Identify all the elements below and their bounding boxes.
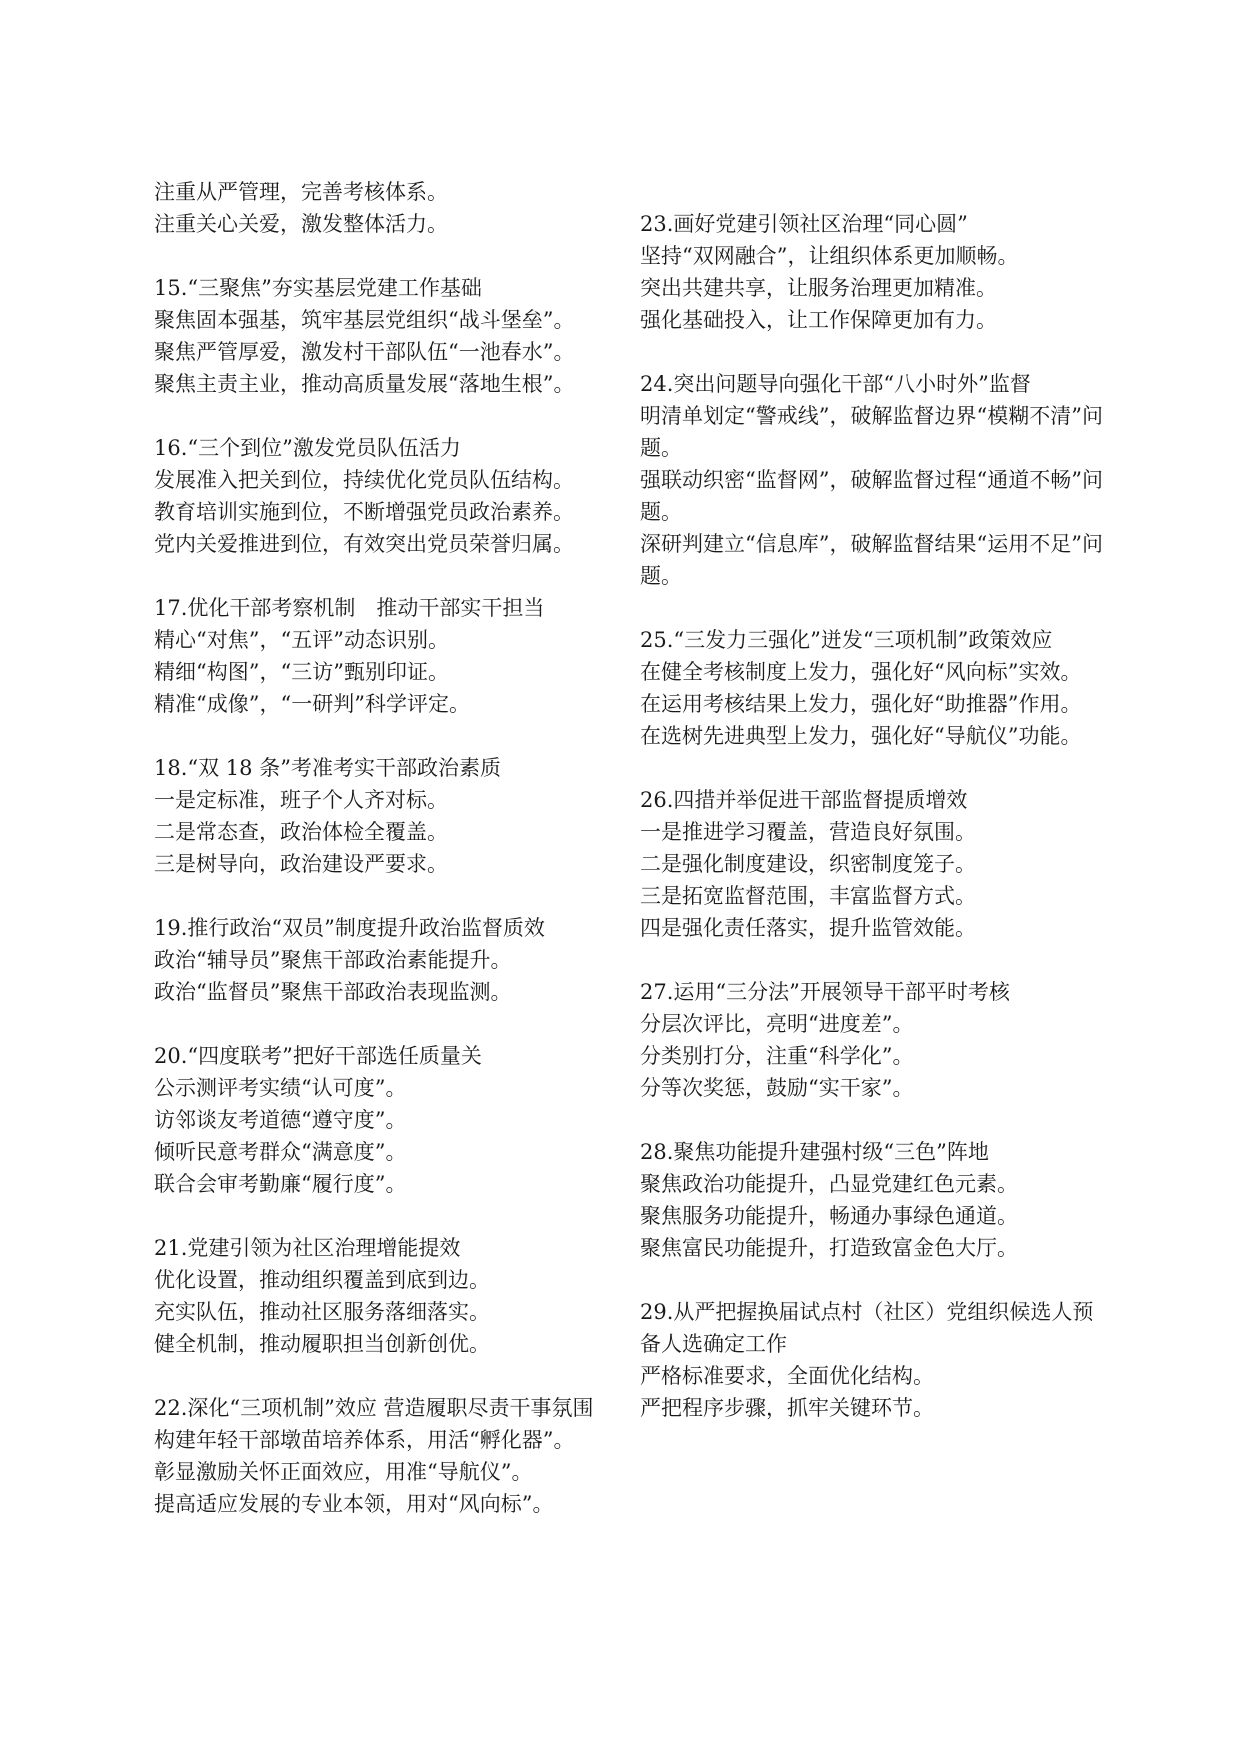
- section-line: 精心“对焦”，“五评”动态识别。: [154, 628, 449, 652]
- section-title: 16.“三个到位”激发党员队伍活力: [154, 436, 461, 460]
- section-line: 彰显激励关怀正面效应，用准“导航仪”。: [154, 1460, 533, 1484]
- section-line: 四是强化责任落实，提升监管效能。: [640, 916, 976, 940]
- section-title: 18.“双 18 条”考准考实干部政治素质: [154, 756, 501, 780]
- section-block: [154, 752, 624, 880]
- section-line: 优化设置，推动组织覆盖到底到边。: [154, 1268, 490, 1292]
- section-line: 联合会审考勤廉“履行度”。: [154, 1172, 407, 1196]
- section-block: [154, 1392, 624, 1520]
- section-line: 严格标准要求，全面优化结构。: [640, 1364, 934, 1388]
- section-line: 分层次评比，亮明“进度差”。: [640, 1012, 914, 1036]
- section-title: 28.聚焦功能提升建强村级“三色”阵地: [640, 1140, 989, 1164]
- section-title: 21.党建引领为社区治理增能提效: [154, 1236, 461, 1260]
- section-line: 三是树导向，政治建设严要求。: [154, 852, 448, 876]
- section-line: 三是拓宽监督范围，丰富监督方式。: [640, 884, 976, 908]
- section-line: 强化基础投入，让工作保障更加有力。: [640, 308, 997, 332]
- section-block: [640, 784, 1110, 944]
- section-line: 一是推进学习覆盖，营造良好氛围。: [640, 820, 976, 844]
- section-line: 在选树先进典型上发力，强化好“导航仪”功能。: [640, 724, 1082, 748]
- section-line: 突出共建共享，让服务治理更加精准。: [640, 276, 997, 300]
- section-line: 二是常态查，政治体检全覆盖。: [154, 820, 448, 844]
- section-line: 严把程序步骤，抓牢关键环节。: [640, 1396, 934, 1420]
- section-line: 二是强化制度建设，织密制度笼子。: [640, 852, 976, 876]
- section-title: 17.优化干部考察机制 推动干部实干担当: [154, 596, 545, 620]
- section-line: 坚持“双网融合”，让组织体系更加顺畅。: [640, 244, 1019, 268]
- section-line: 教育培训实施到位，不断增强党员政治素养。: [154, 500, 574, 524]
- section-line: 提高适应发展的专业本领，用对“风向标”。: [154, 1492, 554, 1516]
- section-line: 公示测评考实绩“认可度”。: [154, 1076, 407, 1100]
- section-title: 20.“四度联考”把好干部选任质量关: [154, 1044, 482, 1068]
- section-line: 发展准入把关到位，持续优化党员队伍结构。: [154, 468, 574, 492]
- section-block: [640, 1136, 1110, 1264]
- section-block: [154, 592, 624, 720]
- section-line: 政治“监督员”聚焦干部政治表现监测。: [154, 980, 512, 1004]
- right-column: [640, 176, 1110, 1456]
- section-line: 访邻谈友考道德“遵守度”。: [154, 1108, 407, 1132]
- section-line: 在运用考核结果上发力，强化好“助推器”作用。: [640, 692, 1082, 716]
- section-block: [154, 176, 624, 240]
- section-line: 注重关心关爱，激发整体活力。: [154, 212, 448, 236]
- section-line: 强联动织密“监督网”，破解监督过程“通道不畅”问题。: [640, 468, 1103, 524]
- section-title: 15.“三聚焦”夯实基层党建工作基础: [154, 276, 482, 300]
- section-line: 聚焦严管厚爱，激发村干部队伍“一池春水”。: [154, 340, 575, 364]
- section-line: 倾听民意考群众“满意度”。: [154, 1140, 407, 1164]
- section-block: [154, 912, 624, 1008]
- section-line: 充实队伍，推动社区服务落细落实。: [154, 1300, 490, 1324]
- section-title: 27.运用“三分法”开展领导干部平时考核: [640, 980, 1010, 1004]
- section-block: [154, 272, 624, 400]
- section-line: 政治“辅导员”聚焦干部政治素能提升。: [154, 948, 512, 972]
- section-line: 一是定标准，班子个人齐对标。: [154, 788, 448, 812]
- section-line: 分类别打分，注重“科学化”。: [640, 1044, 914, 1068]
- section-block: [154, 1040, 624, 1200]
- section-line: 聚焦政治功能提升，凸显党建红色元素。: [640, 1172, 1018, 1196]
- section-line: 聚焦主责主业，推动高质量发展“落地生根”。: [154, 372, 575, 396]
- column-top-spacer: [640, 176, 1110, 208]
- section-line: 精细“构图”，“三访”甄别印证。: [154, 660, 449, 684]
- section-block: [640, 976, 1110, 1104]
- section-line: 构建年轻干部墩苗培养体系，用活“孵化器”。: [154, 1428, 575, 1452]
- section-title: 23.画好党建引领社区治理“同心圆”: [640, 212, 968, 236]
- section-line: 明清单划定“警戒线”，破解监督边界“模糊不清”问题。: [640, 404, 1103, 460]
- section-title: 24.突出问题导向强化干部“八小时外”监督: [640, 372, 1031, 396]
- section-title: 25.“三发力三强化”迸发“三项机制”政策效应: [640, 628, 1053, 652]
- section-block: [640, 208, 1110, 336]
- section-line: 深研判建立“信息库”，破解监督结果“运用不足”问题。: [640, 532, 1103, 588]
- section-line: 聚焦富民功能提升，打造致富金色大厅。: [640, 1236, 1018, 1260]
- section-title: 22.深化“三项机制”效应 营造履职尽责干事氛围: [154, 1396, 594, 1420]
- section-line: 聚焦服务功能提升，畅通办事绿色通道。: [640, 1204, 1018, 1228]
- section-title: 26.四措并举促进干部监督提质增效: [640, 788, 968, 812]
- section-line: 注重从严管理，完善考核体系。: [154, 180, 448, 204]
- section-block: [640, 368, 1110, 592]
- section-line: 健全机制，推动履职担当创新创优。: [154, 1332, 490, 1356]
- section-block: [154, 432, 624, 560]
- section-block: [154, 1232, 624, 1360]
- section-line: 分等次奖惩，鼓励“实干家”。: [640, 1076, 914, 1100]
- left-column: [154, 176, 624, 1552]
- section-line: 党内关爱推进到位，有效突出党员荣誉归属。: [154, 532, 574, 556]
- section-block: [640, 1296, 1110, 1424]
- section-block: [640, 624, 1110, 752]
- section-line: 在健全考核制度上发力，强化好“风向标”实效。: [640, 660, 1082, 684]
- section-title: 29.从严把握换届试点村（社区）党组织候选人预备人选确定工作: [640, 1300, 1094, 1356]
- section-line: 精准“成像”，“一研判”科学评定。: [154, 692, 470, 716]
- section-title: 19.推行政治“双员”制度提升政治监督质效: [154, 916, 545, 940]
- section-line: 聚焦固本强基，筑牢基层党组织“战斗堡垒”。: [154, 308, 575, 332]
